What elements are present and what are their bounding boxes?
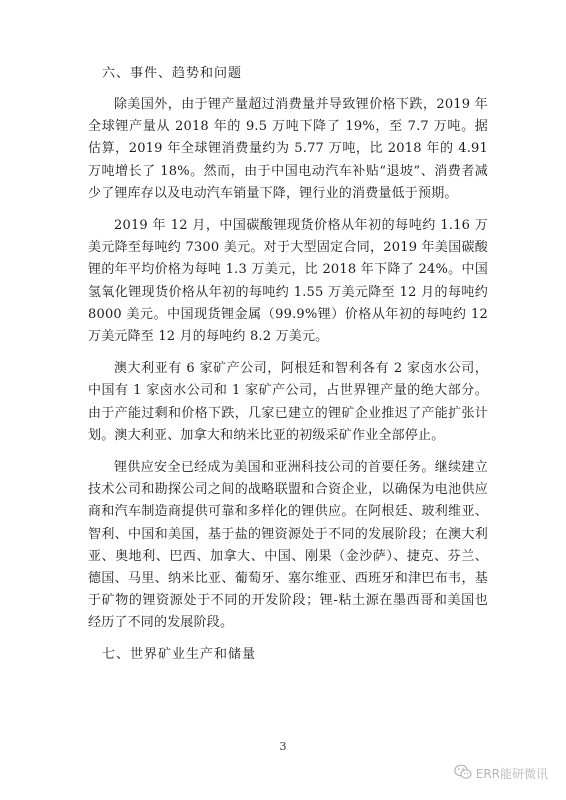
paragraph-lithium-production: 除美国外，由于锂产量超过消费量并导致锂价格下跌，2019 年全球锂产量从 2018 年的 9.5 万吨下降了 19%，至 7.7 万吨。据估算，2019 年全球锂消费量约为 5.77 万吨，比 2018 年的 4.91 万吨增长了 18%。然而，由于中国电动汽车补贴“退坡”、消费者减少了锂库存以及电动汽车销量下降，锂行业的消费量低于预期。 <box>88 97 488 201</box>
page-number: 3 <box>279 740 287 753</box>
watermark <box>454 764 548 783</box>
section-heading-events-trends: 六、事件、趋势和问题 <box>102 66 243 81</box>
watermark-text: ERR能研微讯 <box>475 767 548 781</box>
paragraph-producers: 澳大利亚有 6 家矿产公司，阿根廷和智利各有 2 家卤水公司，中国有 1 家卤水公司和 1 家矿产公司，占世界锂产量的绝大部分。由于产能过剩和价格下跌，几家已建立的锂矿企业推迟了产能扩张计划。澳大利亚、加拿大和纳米比亚的初级采矿作业全部停止。 <box>88 361 488 443</box>
document-body <box>88 64 488 675</box>
section-heading-production-reserves: 七、世界矿业生产和储量 <box>102 646 257 662</box>
paragraph-supply-security: 锂供应安全已经成为美国和亚洲科技公司的首要任务。继续建立技术公司和勘探公司之间的战略联盟和合资企业，以确保为电池供应商和汽车制造商提供可靠和多样化的锂供应。在阿根廷、玻利维亚、智利、中国和美国，基于盐的锂资源处于不同的发展阶段；在澳大利亚、奥地利、巴西、加拿大、中国、刚果（金沙萨）、捷克、芬兰、德国、马里、纳米比亚、葡萄牙、塞尔维亚、西班牙和津巴布韦，基于矿物的锂资源处于不同的开发阶段；锂-粘土源在墨西哥和美国也经历了不同的发展阶段。 <box>88 460 488 631</box>
paragraph-lithium-prices: 2019 年 12 月，中国碳酸锂现货价格从年初的每吨约 1.16 万美元降至每吨约 7300 美元。对于大型固定合同，2019 年美国碳酸锂的年平均价格为每吨 1.3 万美元，比 2018 年下降了 24%。中国氢氧化锂现货价格从年初的每吨约 1.55 万美元降至 12 月的每吨约 8000 美元。中国现货锂金属（99.9%锂）价格从年初的每吨约 12 万美元降至 12 月的每吨约 8.2 万美元。 <box>88 218 488 345</box>
wechat-icon <box>454 764 472 783</box>
